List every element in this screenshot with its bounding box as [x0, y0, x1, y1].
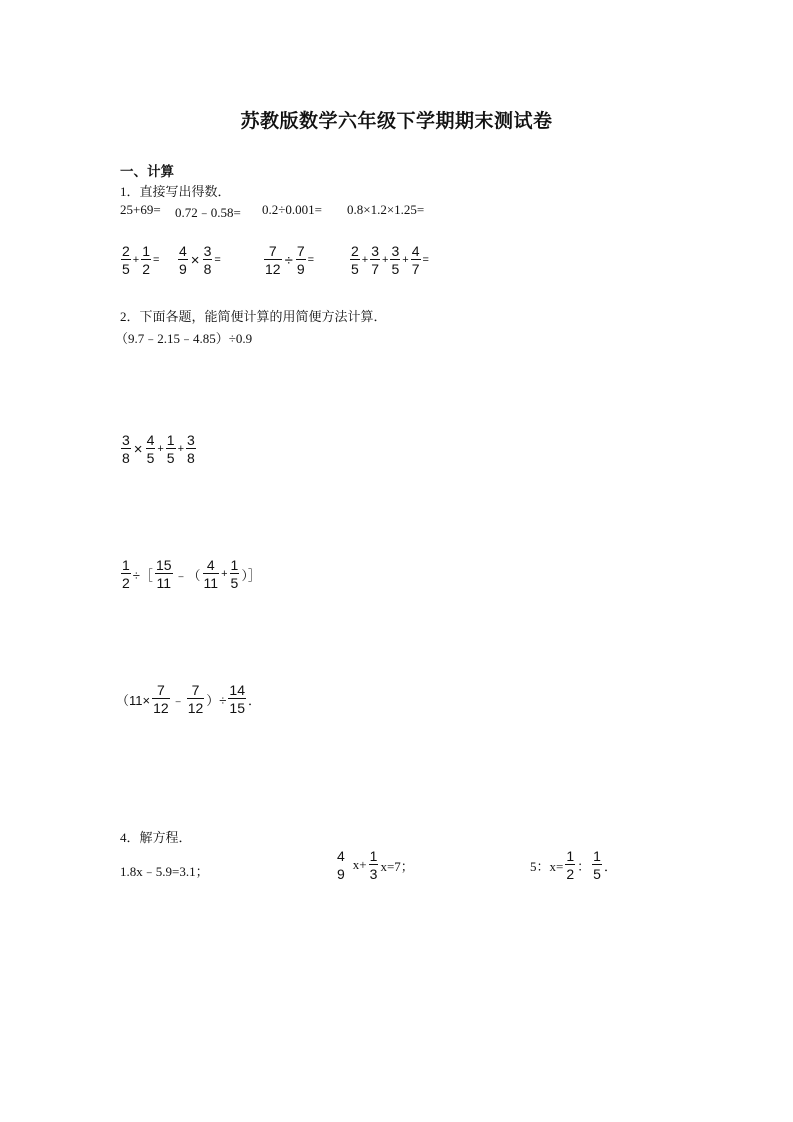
question-1-label: 1．直接写出得数．: [120, 184, 231, 199]
q2-expr1: （9.7﹣2.15﹣4.85）÷0.9: [115, 331, 253, 346]
fraction: $\frac{14}{15}$: [229, 682, 245, 716]
equals-sign: =: [214, 254, 221, 266]
fraction: $\frac{3}{8}$: [203, 243, 212, 277]
question-4-label: 4．解方程．: [120, 830, 192, 845]
q1-row1-expr3: 0.2÷0.001=: [262, 202, 322, 217]
operator: +: [402, 254, 409, 266]
operator: （11×: [116, 692, 151, 708]
operator: ．: [603, 858, 617, 874]
operator: +: [132, 254, 140, 266]
fraction: $\frac{4}{11}$: [203, 557, 219, 591]
q1-row1-expr4: 0.8×1.2×1.25=: [347, 202, 425, 217]
q1-row2-expr3: [263, 244, 315, 276]
fraction: $\frac{1}{5}$: [593, 848, 601, 882]
fraction: $\frac{15}{11}$: [155, 557, 172, 591]
question-2-label: 2．下面各题，能简便计算的用简便方法计算．: [120, 309, 387, 324]
fraction: $\frac{3}{5}$: [391, 243, 400, 277]
fraction: $\frac{4}{7}$: [411, 243, 420, 277]
operator: ﹣（: [174, 567, 201, 583]
section-heading: 一、计算: [120, 164, 174, 179]
fraction: $\frac{4}{9}$: [179, 243, 187, 277]
operator: ．: [247, 692, 261, 708]
fraction: $\frac{1}{2}$: [566, 848, 575, 882]
operator: +: [221, 568, 228, 580]
q4-equation2: [335, 849, 415, 881]
equals-sign: =: [307, 254, 315, 266]
operator: ×: [190, 251, 200, 269]
operator: ﹣: [171, 692, 185, 708]
fraction: $\frac{7}{12}$: [187, 682, 204, 716]
fraction: $\frac{7}{12}$: [265, 243, 281, 277]
operator: ×: [133, 440, 143, 458]
fraction: $\frac{1}{3}$: [369, 848, 378, 882]
operator: ÷［: [132, 567, 153, 583]
q2-expr2: [120, 433, 197, 465]
fraction: $\frac{3}{8}$: [122, 432, 130, 466]
fraction: $\frac{3}{7}$: [371, 243, 380, 277]
q1-row2-expr1: [120, 244, 160, 276]
fraction: $\frac{3}{8}$: [187, 432, 195, 466]
q1-row2-expr2: [177, 244, 222, 276]
fraction: $\frac{4}{9}$: [337, 848, 345, 882]
operator: ）÷: [206, 692, 227, 708]
q1-row2-expr4: [349, 244, 430, 276]
fraction: $\frac{7}{9}$: [296, 243, 305, 277]
fraction: $\frac{1}{5}$: [166, 432, 175, 466]
q4-equation1: 1.8x﹣5.9=3.1；: [120, 864, 209, 879]
q2-expr4: [115, 683, 262, 715]
q1-row1-expr1: 25+69=: [120, 202, 161, 217]
equals-sign: =: [422, 254, 429, 266]
fraction: $\frac{1}{5}$: [230, 557, 239, 591]
page-title: 苏教版数学六年级下学期期末测试卷: [240, 111, 553, 132]
fraction: $\frac{7}{12}$: [153, 682, 169, 716]
operator: +: [382, 254, 389, 266]
q4-equation3: [529, 849, 618, 881]
operator: ）］: [241, 567, 261, 583]
operator: +: [177, 443, 185, 455]
q1-row1-expr2: 0.72﹣0.58=: [175, 205, 241, 220]
fraction: $\frac{1}{2}$: [142, 243, 151, 277]
operator: ÷: [284, 251, 293, 269]
operator: +: [361, 254, 369, 266]
operator: x+: [352, 857, 367, 872]
fraction: $\frac{4}{5}$: [146, 432, 155, 466]
equals-sign: =: [153, 254, 160, 266]
operator: x=7；: [380, 858, 414, 874]
operator: 5：x=: [530, 858, 564, 874]
fraction: $\frac{2}{5}$: [351, 243, 359, 277]
operator: ：: [577, 858, 591, 874]
fraction: $\frac{1}{2}$: [122, 557, 130, 591]
q2-expr3: [120, 558, 262, 590]
operator: +: [157, 443, 164, 455]
fraction: $\frac{2}{5}$: [122, 243, 130, 277]
